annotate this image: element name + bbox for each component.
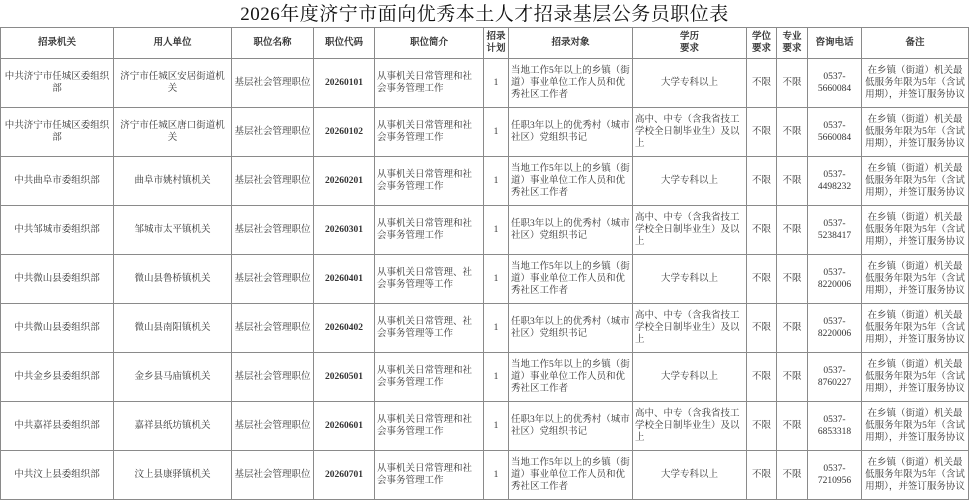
cell-position-code: 20260301 — [314, 206, 375, 255]
cell-education-requirement: 大学专科以上 — [633, 59, 747, 108]
cell-position-description: 从事机关日常管理和社会事务管理工作 — [375, 451, 484, 500]
cell-recruit-count: 1 — [484, 157, 509, 206]
cell-position-code: 20260102 — [314, 108, 375, 157]
cell-major-requirement: 不限 — [777, 304, 808, 353]
cell-position-description: 从事机关日常管理和社会事务管理工作 — [375, 206, 484, 255]
header-position-code: 职位代码 — [314, 28, 375, 59]
cell-recruit-count: 1 — [484, 353, 509, 402]
header-major-requirement: 专业 要求 — [777, 28, 808, 59]
cell-position-description: 从事机关日常管理和社会事务管理工作 — [375, 108, 484, 157]
cell-degree-requirement: 不限 — [747, 108, 777, 157]
table-row — [1, 451, 969, 500]
table-row — [1, 157, 969, 206]
header-recruit-count: 招录 计划 — [484, 28, 509, 59]
cell-employing-unit: 曲阜市姚村镇机关 — [114, 157, 232, 206]
cell-degree-requirement: 不限 — [747, 157, 777, 206]
header-contact-phone: 咨询电话 — [808, 28, 862, 59]
cell-position-description: 从事机关日常管理和社会事务管理工作 — [375, 59, 484, 108]
cell-eligible-candidates: 当地工作5年以上的乡镇（街道）事业单位工作人员和优秀社区工作者 — [509, 157, 633, 206]
cell-position-name: 基层社会管理职位 — [232, 108, 314, 157]
cell-position-name: 基层社会管理职位 — [232, 206, 314, 255]
cell-recruiting-agency: 中共微山县委组织部 — [1, 255, 114, 304]
cell-major-requirement: 不限 — [777, 206, 808, 255]
cell-employing-unit: 嘉祥县纸坊镇机关 — [114, 402, 232, 451]
cell-position-name: 基层社会管理职位 — [232, 304, 314, 353]
cell-recruiting-agency: 中共金乡县委组织部 — [1, 353, 114, 402]
cell-contact-phone: 0537-7210956 — [808, 451, 862, 500]
cell-position-description: 从事机关日常管理、社会事务管理等工作 — [375, 255, 484, 304]
table-row — [1, 108, 969, 157]
cell-position-name: 基层社会管理职位 — [232, 255, 314, 304]
header-position-name: 职位名称 — [232, 28, 314, 59]
cell-remarks: 在乡镇（街道）机关最低服务年限为5年（含试用期），并签订服务协议 — [862, 206, 969, 255]
positions-table — [0, 27, 969, 500]
cell-education-requirement: 大学专科以上 — [633, 451, 747, 500]
cell-remarks: 在乡镇（街道）机关最低服务年限为5年（含试用期），并签订服务协议 — [862, 108, 969, 157]
cell-recruiting-agency: 中共济宁市任城区委组织部 — [1, 108, 114, 157]
cell-eligible-candidates: 当地工作5年以上的乡镇（街道）事业单位工作人员和优秀社区工作者 — [509, 255, 633, 304]
header-position-description: 职位简介 — [375, 28, 484, 59]
header-remarks: 备注 — [862, 28, 969, 59]
cell-employing-unit: 微山县鲁桥镇机关 — [114, 255, 232, 304]
table-row — [1, 353, 969, 402]
cell-major-requirement: 不限 — [777, 255, 808, 304]
cell-recruit-count: 1 — [484, 206, 509, 255]
cell-remarks: 在乡镇（街道）机关最低服务年限为5年（含试用期），并签订服务协议 — [862, 353, 969, 402]
cell-contact-phone: 0537-5238417 — [808, 206, 862, 255]
cell-contact-phone: 0537-6853318 — [808, 402, 862, 451]
table-row — [1, 255, 969, 304]
cell-remarks: 在乡镇（街道）机关最低服务年限为5年（含试用期），并签订服务协议 — [862, 402, 969, 451]
table-row — [1, 304, 969, 353]
cell-remarks: 在乡镇（街道）机关最低服务年限为5年（含试用期），并签订服务协议 — [862, 59, 969, 108]
cell-recruit-count: 1 — [484, 451, 509, 500]
cell-position-description: 从事机关日常管理和社会事务管理工作 — [375, 402, 484, 451]
cell-education-requirement: 大学专科以上 — [633, 255, 747, 304]
cell-degree-requirement: 不限 — [747, 206, 777, 255]
cell-position-code: 20260401 — [314, 255, 375, 304]
cell-degree-requirement: 不限 — [747, 59, 777, 108]
cell-employing-unit: 济宁市任城区唐口街道机关 — [114, 108, 232, 157]
cell-employing-unit: 微山县南阳镇机关 — [114, 304, 232, 353]
cell-employing-unit: 汶上县康驿镇机关 — [114, 451, 232, 500]
cell-recruiting-agency: 中共邹城市委组织部 — [1, 206, 114, 255]
cell-contact-phone: 0537-8220006 — [808, 255, 862, 304]
cell-degree-requirement: 不限 — [747, 402, 777, 451]
cell-degree-requirement: 不限 — [747, 304, 777, 353]
table-row — [1, 59, 969, 108]
cell-remarks: 在乡镇（街道）机关最低服务年限为5年（含试用期），并签订服务协议 — [862, 451, 969, 500]
cell-recruiting-agency: 中共汶上县委组织部 — [1, 451, 114, 500]
cell-position-code: 20260601 — [314, 402, 375, 451]
header-employing-unit: 用人单位 — [114, 28, 232, 59]
table-row — [1, 206, 969, 255]
cell-degree-requirement: 不限 — [747, 353, 777, 402]
cell-eligible-candidates: 任职3年以上的优秀村（城市社区）党组织书记 — [509, 402, 633, 451]
cell-education-requirement: 高中、中专（含我省技工学校全日制毕业生）及以上 — [633, 402, 747, 451]
cell-remarks: 在乡镇（街道）机关最低服务年限为5年（含试用期），并签订服务协议 — [862, 255, 969, 304]
cell-eligible-candidates: 当地工作5年以上的乡镇（街道）事业单位工作人员和优秀社区工作者 — [509, 59, 633, 108]
cell-position-name: 基层社会管理职位 — [232, 59, 314, 108]
cell-contact-phone: 0537-8220006 — [808, 304, 862, 353]
cell-position-code: 20260701 — [314, 451, 375, 500]
cell-employing-unit: 金乡县马庙镇机关 — [114, 353, 232, 402]
cell-eligible-candidates: 任职3年以上的优秀村（城市社区）党组织书记 — [509, 206, 633, 255]
cell-recruit-count: 1 — [484, 255, 509, 304]
table-header-row — [1, 28, 969, 59]
header-eligible-candidates: 招录对象 — [509, 28, 633, 59]
cell-degree-requirement: 不限 — [747, 255, 777, 304]
cell-degree-requirement: 不限 — [747, 451, 777, 500]
cell-position-code: 20260201 — [314, 157, 375, 206]
header-education-requirement: 学历 要求 — [633, 28, 747, 59]
cell-contact-phone: 0537-8760227 — [808, 353, 862, 402]
cell-major-requirement: 不限 — [777, 157, 808, 206]
cell-position-name: 基层社会管理职位 — [232, 451, 314, 500]
page-title: 2026年度济宁市面向优秀本土人才招录基层公务员职位表 — [240, 4, 729, 25]
cell-recruit-count: 1 — [484, 108, 509, 157]
cell-position-code: 20260501 — [314, 353, 375, 402]
cell-major-requirement: 不限 — [777, 59, 808, 108]
cell-position-description: 从事机关日常管理和社会事务管理工作 — [375, 353, 484, 402]
cell-education-requirement: 大学专科以上 — [633, 353, 747, 402]
cell-recruit-count: 1 — [484, 402, 509, 451]
header-recruiting-agency: 招录机关 — [1, 28, 114, 59]
cell-recruiting-agency: 中共微山县委组织部 — [1, 304, 114, 353]
cell-education-requirement: 高中、中专（含我省技工学校全日制毕业生）及以上 — [633, 304, 747, 353]
cell-major-requirement: 不限 — [777, 108, 808, 157]
cell-recruiting-agency: 中共嘉祥县委组织部 — [1, 402, 114, 451]
cell-recruit-count: 1 — [484, 59, 509, 108]
cell-remarks: 在乡镇（街道）机关最低服务年限为5年（含试用期），并签订服务协议 — [862, 157, 969, 206]
cell-major-requirement: 不限 — [777, 402, 808, 451]
header-degree-requirement: 学位 要求 — [747, 28, 777, 59]
cell-employing-unit: 邹城市太平镇机关 — [114, 206, 232, 255]
cell-position-name: 基层社会管理职位 — [232, 353, 314, 402]
cell-eligible-candidates: 任职3年以上的优秀村（城市社区）党组织书记 — [509, 108, 633, 157]
table-row — [1, 402, 969, 451]
cell-position-name: 基层社会管理职位 — [232, 402, 314, 451]
cell-eligible-candidates: 任职3年以上的优秀村（城市社区）党组织书记 — [509, 304, 633, 353]
cell-contact-phone: 0537-4498232 — [808, 157, 862, 206]
cell-position-name: 基层社会管理职位 — [232, 157, 314, 206]
cell-position-code: 20260402 — [314, 304, 375, 353]
cell-major-requirement: 不限 — [777, 451, 808, 500]
cell-position-description: 从事机关日常管理、社会事务管理等工作 — [375, 304, 484, 353]
cell-contact-phone: 0537-5660084 — [808, 59, 862, 108]
cell-education-requirement: 大学专科以上 — [633, 157, 747, 206]
cell-position-description: 从事机关日常管理和社会事务管理工作 — [375, 157, 484, 206]
cell-major-requirement: 不限 — [777, 353, 808, 402]
cell-recruit-count: 1 — [484, 304, 509, 353]
cell-eligible-candidates: 当地工作5年以上的乡镇（街道）事业单位工作人员和优秀社区工作者 — [509, 353, 633, 402]
cell-education-requirement: 高中、中专（含我省技工学校全日制毕业生）及以上 — [633, 206, 747, 255]
cell-position-code: 20260101 — [314, 59, 375, 108]
cell-recruiting-agency: 中共济宁市任城区委组织部 — [1, 59, 114, 108]
cell-education-requirement: 高中、中专（含我省技工学校全日制毕业生）及以上 — [633, 108, 747, 157]
cell-recruiting-agency: 中共曲阜市委组织部 — [1, 157, 114, 206]
cell-eligible-candidates: 当地工作5年以上的乡镇（街道）事业单位工作人员和优秀社区工作者 — [509, 451, 633, 500]
cell-contact-phone: 0537-5660084 — [808, 108, 862, 157]
cell-remarks: 在乡镇（街道）机关最低服务年限为5年（含试用期），并签订服务协议 — [862, 304, 969, 353]
cell-employing-unit: 济宁市任城区安居街道机关 — [114, 59, 232, 108]
